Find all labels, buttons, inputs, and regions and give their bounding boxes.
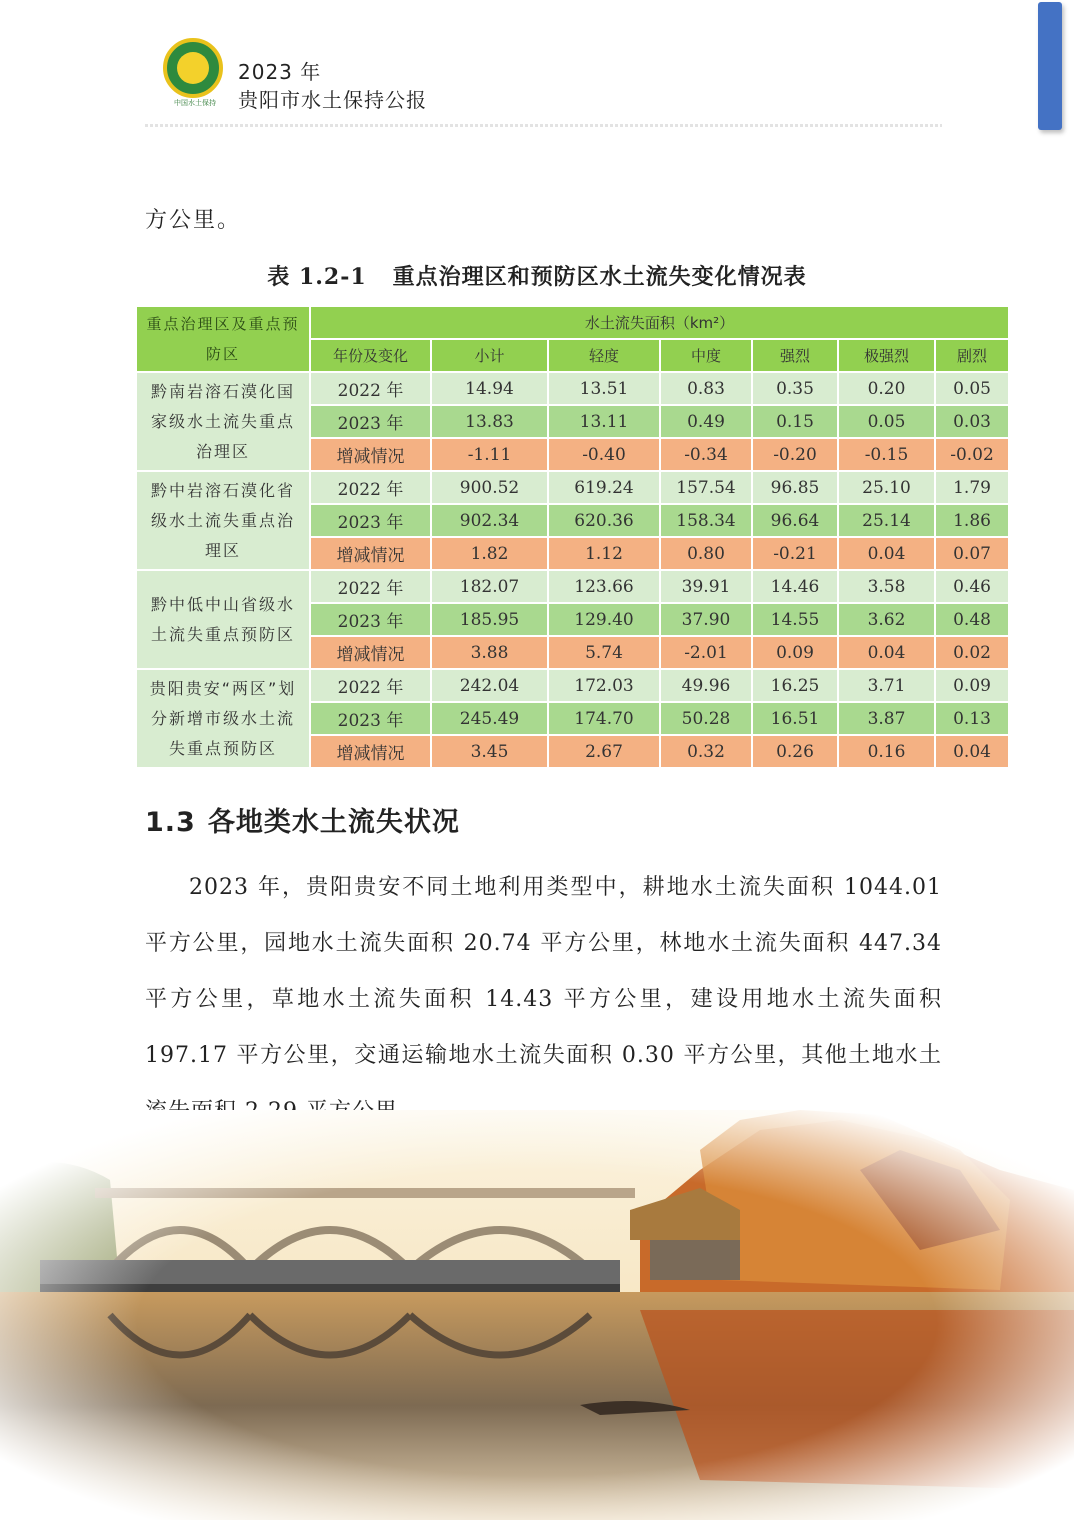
header-col-3: 中度 [661, 340, 751, 371]
table-caption [0, 260, 1074, 291]
table-cell: 185.95 [432, 604, 547, 635]
table-cell: 96.85 [753, 472, 837, 503]
section-paragraph: 2023 年，贵阳贵安不同土地利用类型中，耕地水土流失面积 1044.01 平方公里，园地水土流失面积 20.74 平方公里，林地水土流失面积 447.34 平方公里，草地水土流失面积 14.43 平方公里，建设用地水土流失面积 197.17 平方公里，交通运输地水土流失面积 0.30 平方公里，其他土地水土 [145, 875, 942, 1068]
table-cell: 16.25 [753, 670, 837, 701]
section-heading [145, 800, 460, 839]
region-name: 黔中低中山省级水土流失重点预防区 [137, 571, 309, 668]
table-cell: 0.83 [661, 373, 751, 404]
table-row [137, 670, 1008, 701]
row-label: 2023 年 [311, 505, 430, 536]
table-title: 重点治理区和预防区水土流失变化情况表 [392, 264, 807, 290]
table-cell: 1.12 [549, 538, 659, 569]
table-cell: 0.13 [936, 703, 1008, 734]
table-cell: -0.02 [936, 439, 1008, 470]
table-cell: 13.51 [549, 373, 659, 404]
table-cell: 0.04 [839, 538, 934, 569]
table-cell: 25.10 [839, 472, 934, 503]
header-year: 2023 年 [238, 60, 322, 84]
table-cell: 25.14 [839, 505, 934, 536]
table-cell: 50.28 [661, 703, 751, 734]
table-cell: 157.54 [661, 472, 751, 503]
table-cell: -0.21 [753, 538, 837, 569]
table-cell: 172.03 [549, 670, 659, 701]
table-cell: 3.45 [432, 736, 547, 767]
bridge-river-photo [0, 1110, 1074, 1520]
table-cell: 0.03 [936, 406, 1008, 437]
table-cell: -0.20 [753, 439, 837, 470]
table-cell: 0.35 [753, 373, 837, 404]
row-label: 2023 年 [311, 703, 430, 734]
row-label: 增减情况 [311, 439, 430, 470]
table-cell: 242.04 [432, 670, 547, 701]
row-label: 2023 年 [311, 604, 430, 635]
table-cell: 37.90 [661, 604, 751, 635]
table-cell: 0.09 [936, 670, 1008, 701]
region-name: 黔南岩溶石漠化国家级水土流失重点治理区 [137, 373, 309, 470]
table-cell: 13.83 [432, 406, 547, 437]
soil-conservation-logo [163, 38, 223, 98]
table-cell: 13.11 [549, 406, 659, 437]
header-col-2: 轻度 [549, 340, 659, 371]
header-col-4: 强烈 [753, 340, 837, 371]
row-label: 2022 年 [311, 670, 430, 701]
table-cell: 14.94 [432, 373, 547, 404]
table-cell: 0.32 [661, 736, 751, 767]
logo-emblem-icon [177, 52, 209, 84]
table-cell: 3.88 [432, 637, 547, 668]
header-col-5: 极强烈 [839, 340, 934, 371]
row-label: 2023 年 [311, 406, 430, 437]
table-cell: 158.34 [661, 505, 751, 536]
header-col-6: 剧烈 [936, 340, 1008, 371]
soil-erosion-change-table [135, 305, 1010, 769]
section-number: 1.3 [145, 807, 196, 838]
table-cell: 0.49 [661, 406, 751, 437]
table-header-row-1 [137, 307, 1008, 338]
header-col-1: 小计 [432, 340, 547, 371]
table-cell: 0.09 [753, 637, 837, 668]
table-cell: 0.07 [936, 538, 1008, 569]
table-cell: 14.46 [753, 571, 837, 602]
table-cell: 0.46 [936, 571, 1008, 602]
row-label: 2022 年 [311, 373, 430, 404]
table-cell: 0.15 [753, 406, 837, 437]
header-divider [145, 124, 942, 127]
row-label: 2022 年 [311, 571, 430, 602]
table-cell: 902.34 [432, 505, 547, 536]
table-cell: 182.07 [432, 571, 547, 602]
table-cell: 0.05 [936, 373, 1008, 404]
row-label: 2022 年 [311, 472, 430, 503]
chapter-side-tab [1038, 2, 1062, 130]
table-cell: -0.40 [549, 439, 659, 470]
logo-caption: 中国水土保持 [174, 99, 216, 107]
table-cell: 0.05 [839, 406, 934, 437]
header-title: 贵阳市水土保持公报 [238, 88, 427, 112]
table-cell: 1.82 [432, 538, 547, 569]
table-cell: 0.04 [936, 736, 1008, 767]
table-cell: 5.74 [549, 637, 659, 668]
table-cell: 245.49 [432, 703, 547, 734]
region-name: 贵阳贵安“两区”划分新增市级水土流失重点预防区 [137, 670, 309, 767]
table-cell: 0.80 [661, 538, 751, 569]
table-cell: 14.55 [753, 604, 837, 635]
table-cell: 2.67 [549, 736, 659, 767]
table-number: 表 1.2-1 [267, 264, 367, 290]
region-name: 黔中岩溶石漠化省级水土流失重点治理区 [137, 472, 309, 569]
table-cell: 129.40 [549, 604, 659, 635]
table-cell: -2.01 [661, 637, 751, 668]
table-cell: 49.96 [661, 670, 751, 701]
table-row [137, 472, 1008, 503]
table-cell: 1.79 [936, 472, 1008, 503]
table-cell: 174.70 [549, 703, 659, 734]
table-cell: 620.36 [549, 505, 659, 536]
page-header [0, 0, 1074, 135]
table-cell: 96.64 [753, 505, 837, 536]
table-cell: 0.04 [839, 637, 934, 668]
table-cell: 3.58 [839, 571, 934, 602]
header-region: 重点治理区及重点预防区 [137, 307, 309, 371]
table-cell: 0.48 [936, 604, 1008, 635]
header-col-0: 年份及变化 [311, 340, 430, 371]
table-cell: -0.34 [661, 439, 751, 470]
table-cell: 0.20 [839, 373, 934, 404]
table-cell: 3.87 [839, 703, 934, 734]
row-label: 增减情况 [311, 637, 430, 668]
table-cell: -0.15 [839, 439, 934, 470]
table-cell: 16.51 [753, 703, 837, 734]
row-label: 增减情况 [311, 736, 430, 767]
table-cell: 0.02 [936, 637, 1008, 668]
table-cell: 123.66 [549, 571, 659, 602]
table-row [137, 373, 1008, 404]
table-cell: 1.86 [936, 505, 1008, 536]
table-cell: 619.24 [549, 472, 659, 503]
section-title: 各地类水土流失状况 [207, 807, 460, 838]
table-row [137, 571, 1008, 602]
row-label: 增减情况 [311, 538, 430, 569]
table-cell: 0.16 [839, 736, 934, 767]
table-cell: 3.71 [839, 670, 934, 701]
table-cell: 0.26 [753, 736, 837, 767]
continued-paragraph: 方公里。 [145, 208, 242, 233]
table-cell: 39.91 [661, 571, 751, 602]
table-cell: 3.62 [839, 604, 934, 635]
table-cell: 900.52 [432, 472, 547, 503]
header-area: 水土流失面积（km²） [311, 307, 1008, 338]
table-cell: -1.11 [432, 439, 547, 470]
